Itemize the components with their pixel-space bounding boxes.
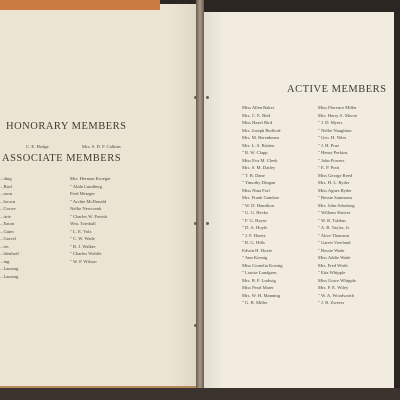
active-member: Miss Grace Whipple [318, 277, 356, 283]
active-member: " Nellie Naughton [318, 127, 352, 133]
active-member: " Bessie Wade [318, 247, 345, 253]
associate-member: ...ding [0, 176, 12, 181]
binding-hole [194, 96, 197, 99]
associate-member: " R. J. Walker [70, 243, 96, 249]
active-member: Mrs. Frank Gamboe [242, 195, 280, 200]
active-member: " D. A. Hoyle [242, 225, 268, 230]
active-member: " W. R. Tubbus [318, 217, 347, 223]
honorary-member: Mrs. S. D. F. Calkins [82, 144, 121, 149]
active-member: Mrs. C. E. Bird [242, 112, 271, 118]
associate-member: ...ing [0, 258, 10, 264]
associate-member: ...Gravel [0, 236, 16, 241]
active-member: " G. G. Hecke [242, 210, 268, 215]
active-member: " R. G. Hills [242, 240, 265, 245]
honorary-member: C. E. Hodge [26, 144, 49, 149]
left-page-shadow [170, 4, 198, 386]
associate-member: ...Eaton [0, 221, 15, 226]
active-member: " F. G. Hayse [242, 217, 267, 223]
active-member: Mrs. F. E. Wiley [318, 285, 349, 290]
associate-member: " W. P. Wilson [70, 258, 97, 264]
binding-hole [194, 324, 197, 327]
active-member: Miss Pearl Maier [242, 285, 274, 290]
bottom-edge [0, 388, 400, 400]
binding-hole [206, 96, 209, 99]
associate-member: Nellie Newcomb [70, 206, 102, 211]
active-member: " Ann Koenig [242, 255, 268, 260]
active-member: Mrs. L. S. Britten [242, 142, 275, 148]
active-member: " Louise Lundgren [242, 270, 277, 275]
associate-member: ...Lansing [0, 273, 19, 279]
associate-member: ...Lansing [0, 266, 19, 271]
active-member: Miss Cornelia Koenig [242, 262, 283, 268]
active-member: Mrs. M. Berenbeam [242, 135, 279, 140]
active-member: Mrs. W. H. Manning [242, 292, 281, 298]
active-member: Mrs. John Schaberg [318, 202, 355, 208]
active-member: Miss Allen Baker [242, 105, 275, 110]
binding-hole [194, 222, 197, 225]
associate-member: ...brown [0, 198, 16, 204]
associate-member: ...nson [0, 191, 13, 196]
active-member: Miss Addie Wade [318, 255, 351, 260]
active-member: Miss Eva M. Cleek [242, 157, 278, 163]
active-member: " E. P. Pratt [318, 165, 340, 170]
active-member: " J. F. Honey [242, 232, 266, 238]
active-member: Edwin H. Hoxie [242, 247, 272, 253]
active-member: " G. B. Miller [242, 300, 268, 305]
associate-member: Wm. Tornball [70, 221, 96, 226]
active-member: Mrs. H. L. Ryder [318, 180, 350, 185]
associate-member: " Charles Wohlfe [70, 251, 102, 256]
binding-hole [206, 222, 209, 225]
book-gutter [196, 0, 204, 400]
active-member: " T. B. Dane [242, 172, 265, 178]
associate-heading: ASSOCIATE MEMBERS [2, 153, 122, 164]
right-page-shadow [204, 12, 224, 388]
active-member: " W. D. Hamilton [242, 202, 275, 208]
associate-member: ...Crowe [0, 206, 16, 211]
associate-member: " Archie McDonald [70, 198, 107, 204]
associate-member: ...Bird [0, 183, 12, 189]
active-member: " Etta Whipple [318, 270, 346, 275]
associate-member: Mrs. Herman Kroeger [70, 176, 111, 181]
active-member: " William Shriver [318, 210, 351, 215]
active-member: Miss Florence Miller [318, 105, 357, 110]
active-member: " J. B. Zweers [318, 300, 344, 305]
active-member: " Timothy Dingan [242, 180, 276, 185]
active-member: Miss Hazel Bird [242, 120, 273, 125]
active-member: Miss George Reed [318, 172, 353, 178]
associate-member: " Charles W. Parrish [70, 213, 108, 219]
active-heading: ACTIVE MEMBERS [287, 84, 387, 95]
active-member: Miss Agnes Ryder [318, 187, 352, 193]
honorary-heading: HONORARY MEMBERS [6, 121, 127, 132]
associate-member: ...ttrie [0, 213, 11, 219]
active-member: Mrs. Joseph Bedford [242, 127, 281, 133]
cover-tab [0, 0, 160, 10]
associate-member: " Alida Lundberg [70, 183, 102, 189]
associate-member: Fred Metzger [70, 191, 95, 196]
associate-member: " L. E. Volz [70, 228, 92, 234]
active-member: " Garret Vreeland [318, 240, 351, 245]
active-member: Mrs. Fred Wirth [318, 262, 348, 268]
active-member: " John Powers [318, 157, 345, 163]
active-member: " Henry Perkins [318, 150, 348, 155]
active-member: " Geo. H. Niles [318, 135, 347, 140]
active-member: Miss Nina Forl [242, 187, 270, 193]
active-member: " J. D. Myers [318, 120, 343, 125]
active-member: " A. B. Taylor, Jr. [318, 225, 350, 230]
active-member: " J. H. Prue [318, 142, 340, 148]
active-member: Mrs. Harry A. Moore [318, 112, 358, 118]
active-member: " R. W. Clapp [242, 150, 268, 155]
active-member: " W. A. Woodworth [318, 292, 355, 298]
active-member: " Alice Thomson [318, 232, 350, 238]
associate-member: ...tes [0, 243, 9, 249]
active-member: Mrs. B. F. Ludwig [242, 277, 276, 283]
active-member: Mrs. S. M. Dailey [242, 165, 276, 170]
associate-member: ...Gunn [0, 228, 14, 234]
active-member: " Bessie Sammons [318, 195, 353, 200]
associate-member: ...hlenhoff [0, 251, 19, 256]
associate-member: " C. W. Wade [70, 236, 95, 241]
right-page [204, 12, 394, 388]
